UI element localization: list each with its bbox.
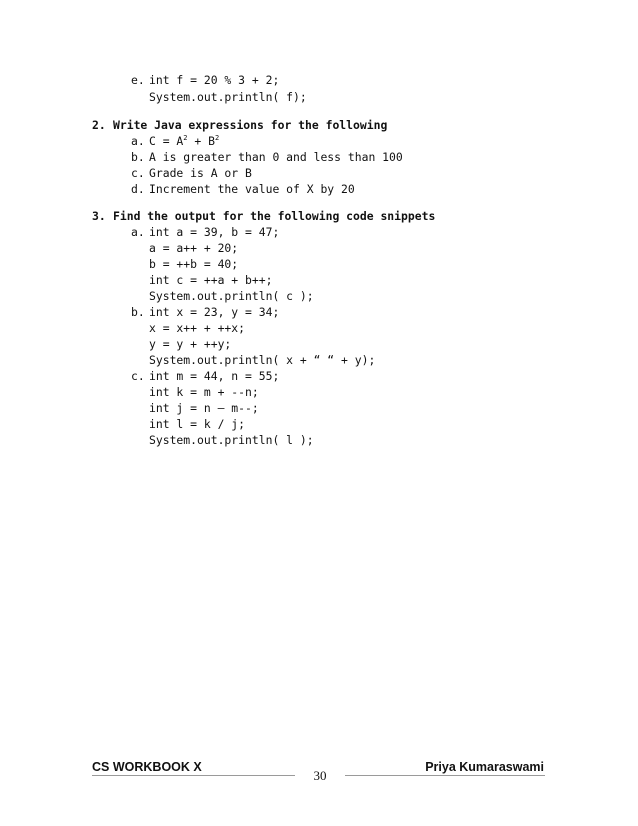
footer-rule-right: [345, 775, 545, 776]
q3-item-a-line: System.out.println( c );: [149, 289, 314, 303]
q1-item-e-marker: e.: [131, 73, 145, 87]
q3-item-b-marker: b.: [131, 305, 145, 319]
q3-item-a-line: b = ++b = 40;: [149, 257, 239, 271]
q3-item-a-line: int c = ++a + b++;: [149, 273, 273, 287]
q3-item-b-line: x = x++ + ++x;: [149, 321, 246, 335]
q2-item-a-superscript: 2: [214, 134, 220, 142]
footer-book-title: CS WORKBOOK X: [92, 760, 202, 774]
q3-item-c-line: System.out.println( l );: [149, 433, 314, 447]
q3-heading: Find the output for the following code snippets: [113, 209, 436, 223]
q3-item-c-marker: c.: [131, 369, 145, 383]
q1-item-e-line: int f = 20 % 3 + 2;: [149, 73, 280, 87]
q2-item-d-text: Increment the value of X by 20: [149, 182, 355, 196]
q3-item-a-line: int a = 39, b = 47;: [149, 225, 280, 239]
q3-item-c-line: int m = 44, n = 55;: [149, 369, 280, 383]
q1-item-e-line: System.out.println( f);: [149, 90, 307, 104]
q3-item-a-marker: a.: [131, 225, 145, 239]
q3-item-b-line: System.out.println( x + “ “ + y);: [149, 353, 376, 367]
q2-item-a-marker: a.: [131, 134, 145, 148]
q2-item-b-marker: b.: [131, 150, 145, 164]
q2-number: 2.: [92, 118, 106, 132]
footer-rule-left: [92, 775, 295, 776]
q3-item-b-line: int x = 23, y = 34;: [149, 305, 280, 319]
q2-item-c-marker: c.: [131, 166, 145, 180]
q2-heading: Write Java expressions for the following: [113, 118, 388, 132]
q3-number: 3.: [92, 209, 106, 223]
q3-item-c-line: int l = k / j;: [149, 417, 246, 431]
page-number: 30: [313, 768, 327, 783]
q3-item-b-line: y = y + ++y;: [149, 337, 232, 351]
q2-item-a-mid: + B: [187, 134, 215, 148]
q3-item-c-line: int k = m + --n;: [149, 385, 259, 399]
q2-item-a-superscript: 2: [183, 134, 188, 142]
q2-item-a-prefix: C = A: [149, 134, 184, 148]
q2-item-b-text: A is greater than 0 and less than 100: [149, 150, 403, 164]
q3-item-c-line: int j = n – m--;: [149, 401, 259, 415]
q3-item-a-line: a = a++ + 20;: [149, 241, 239, 255]
q2-item-c-text: Grade is A or B: [149, 166, 252, 180]
q2-item-a-text: [149, 133, 219, 149]
q2-item-d-marker: d.: [131, 182, 145, 196]
footer-author: Priya Kumaraswami: [425, 760, 544, 774]
